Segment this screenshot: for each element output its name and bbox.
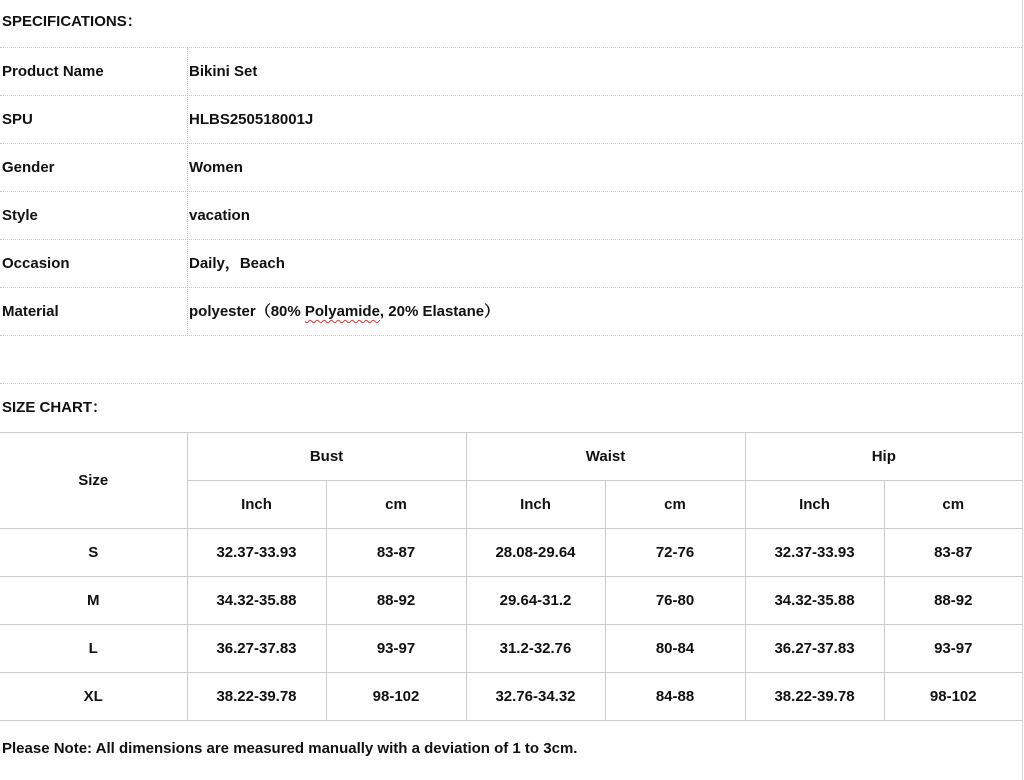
size-label: S [0, 529, 187, 577]
table-cell: 84-88 [605, 673, 745, 721]
specifications-title-row [0, 0, 1022, 48]
table-row [0, 529, 1022, 577]
size-label: L [0, 625, 187, 673]
table-cell: 31.2-32.76 [466, 625, 605, 673]
table-cell: 83-87 [326, 529, 466, 577]
size-chart-title-row [0, 384, 1022, 432]
table-cell: 38.22-39.78 [187, 673, 326, 721]
spec-value: HLBS250518001J [189, 111, 314, 128]
material-text: polyester（80% [189, 303, 305, 320]
size-chart-table [0, 432, 1022, 721]
table-cell: 32.37-33.93 [745, 529, 884, 577]
spec-row [0, 96, 1022, 144]
table-cell: 34.32-35.88 [745, 577, 884, 625]
column-divider [187, 48, 188, 336]
spec-value: Bikini Set [189, 63, 258, 80]
table-cell: 88-92 [326, 577, 466, 625]
unit-header: Inch [187, 481, 326, 529]
table-cell: 36.27-37.83 [187, 625, 326, 673]
spec-value: Daily，Beach [189, 255, 285, 272]
table-cell: 98-102 [326, 673, 466, 721]
group-header-bust: Bust [187, 433, 466, 481]
table-cell: 36.27-37.83 [745, 625, 884, 673]
spec-row [0, 192, 1022, 240]
spec-row [0, 144, 1022, 192]
unit-header: Inch [466, 481, 605, 529]
spec-label: Style [2, 207, 38, 224]
spec-label: Gender [2, 159, 55, 176]
group-header-hip: Hip [745, 433, 1022, 481]
table-cell: 93-97 [326, 625, 466, 673]
size-label: M [0, 577, 187, 625]
spec-value: Women [189, 159, 243, 176]
unit-header: cm [326, 481, 466, 529]
table-row [0, 673, 1022, 721]
spec-value: vacation [189, 207, 250, 224]
spec-label: Product Name [2, 63, 104, 80]
empty-row [0, 336, 1022, 384]
table-row [0, 625, 1022, 673]
table-cell: 72-76 [605, 529, 745, 577]
unit-header: Inch [745, 481, 884, 529]
spec-label: SPU [2, 111, 33, 128]
unit-header: cm [605, 481, 745, 529]
size-label: XL [0, 673, 187, 721]
table-cell: 83-87 [884, 529, 1022, 577]
table-cell: 93-97 [884, 625, 1022, 673]
table-cell: 38.22-39.78 [745, 673, 884, 721]
material-text: , 20% Elastane） [379, 303, 500, 320]
table-cell: 28.08-29.64 [466, 529, 605, 577]
table-cell: 76-80 [605, 577, 745, 625]
table-cell: 34.32-35.88 [187, 577, 326, 625]
table-cell: 80-84 [605, 625, 745, 673]
spec-value [189, 288, 499, 336]
table-cell: 88-92 [884, 577, 1022, 625]
size-chart-title: SIZE CHART： [2, 399, 108, 416]
spec-row-material [0, 288, 1022, 336]
table-cell: 32.37-33.93 [187, 529, 326, 577]
measurement-note: Please Note: All dimensions are measured manually with a deviation of 1 to 3cm. [2, 740, 578, 757]
spellcheck-flagged-word: Polyamide [304, 303, 380, 320]
specifications-title: SPECIFICATIONS： [2, 13, 142, 30]
spec-row [0, 240, 1022, 288]
spec-label: Occasion [2, 255, 70, 272]
size-chart-group-header [0, 433, 1022, 481]
unit-header: cm [884, 481, 1022, 529]
group-header-waist: Waist [466, 433, 745, 481]
spec-label: Material [2, 303, 59, 320]
size-header: Size [0, 433, 187, 529]
spec-row [0, 48, 1022, 96]
table-cell: 32.76-34.32 [466, 673, 605, 721]
table-cell: 98-102 [884, 673, 1022, 721]
table-row [0, 577, 1022, 625]
table-cell: 29.64-31.2 [466, 577, 605, 625]
